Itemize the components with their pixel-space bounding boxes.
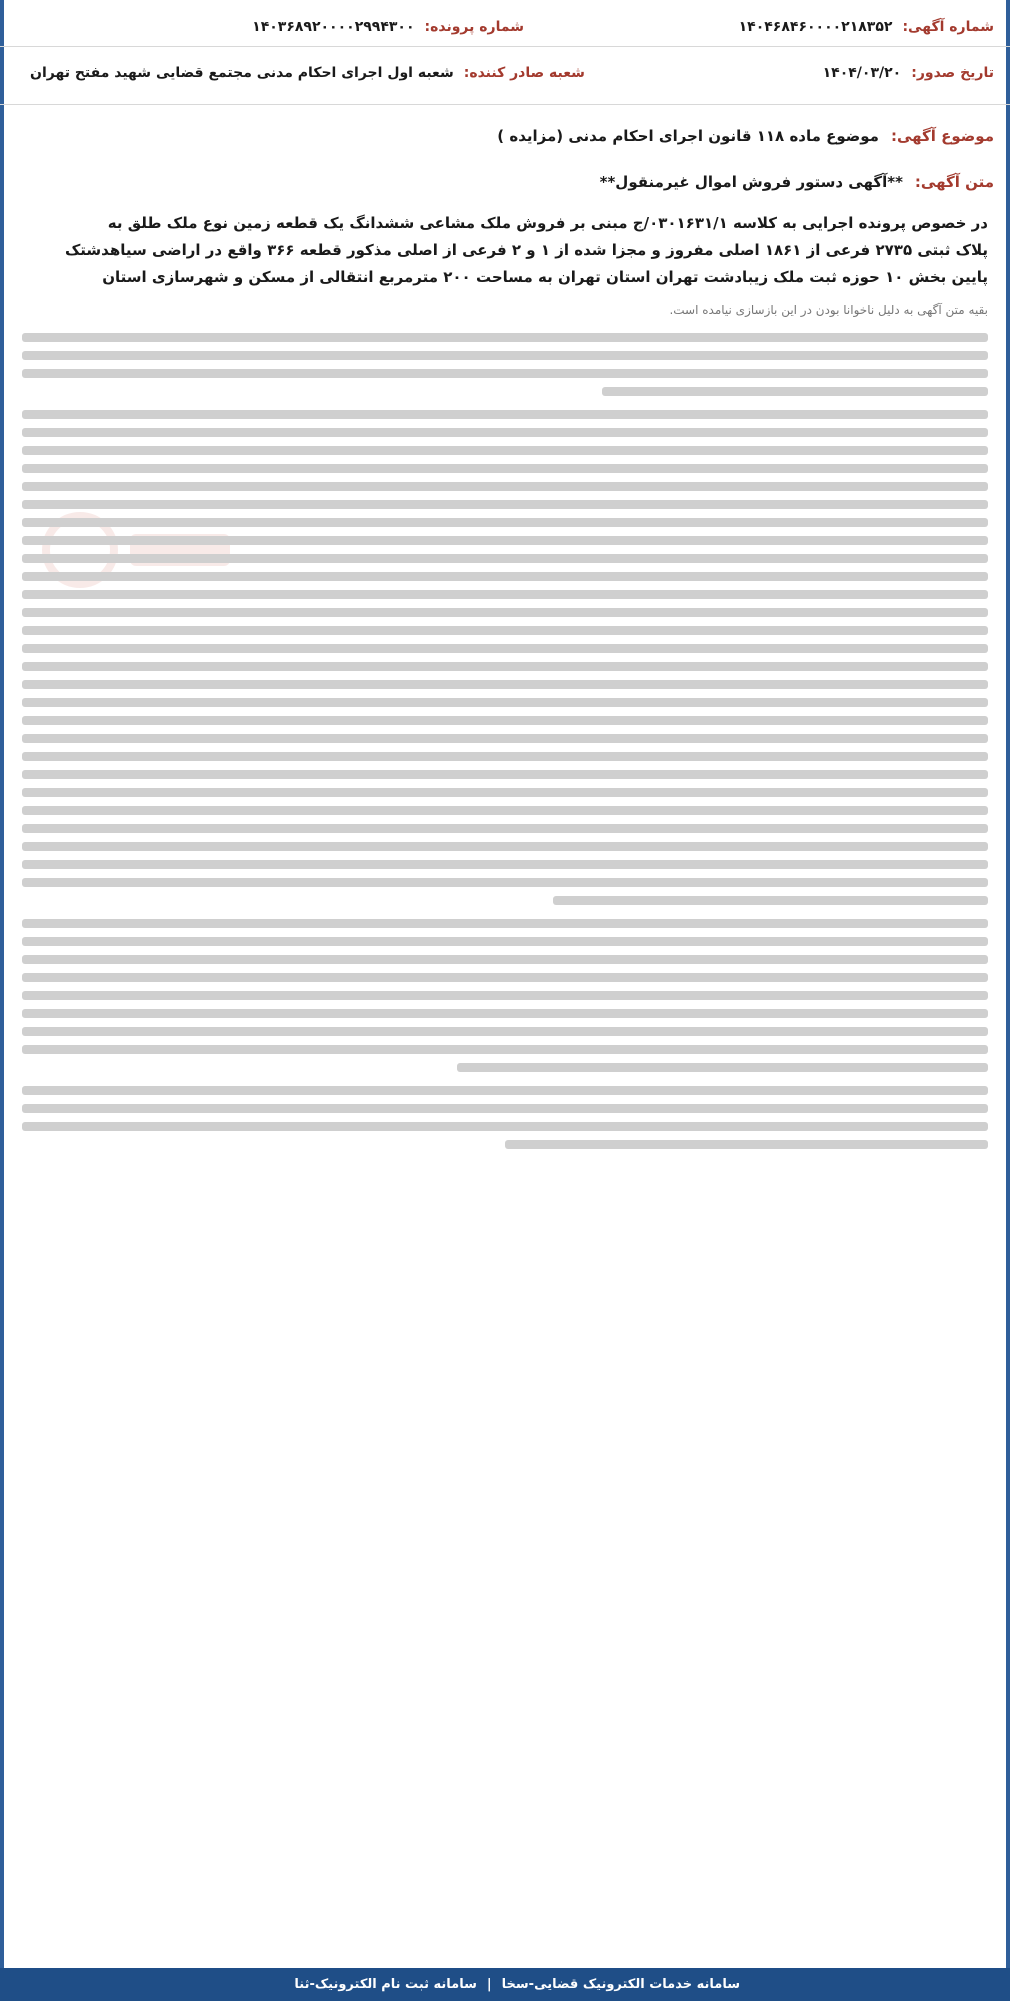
subject-label: موضوع آگهی: — [890, 127, 994, 145]
footer-link-sana[interactable]: سامانه ثبت نام الکترونیک-ثنا — [294, 1977, 477, 1992]
header-row-2 — [30, 58, 994, 88]
omitted-text-note: بقیه متن آگهی به دلیل ناخوانا بودن در این بازسازی نیامده است. — [669, 303, 988, 317]
header-divider-2 — [0, 104, 1010, 105]
issuing-branch-value: شعبه اول اجرای احکام مدنی مجتمع قضایی شهید مفتح تهران — [30, 65, 454, 81]
header-row-1 — [30, 12, 994, 42]
body-line: پایین بخش ۱۰ حوزه ثبت ملک زیبادشت تهران استان تهران به مساحت ۲۰۰ مترمربع انتقالی از مسکن و شهرسازی استان — [102, 268, 988, 286]
issue-date-value: ۱۴۰۴/۰۳/۲۰ — [822, 65, 902, 81]
footer-link-sakha[interactable]: سامانه خدمات الکترونیک قضایی-سخا — [501, 1977, 740, 1992]
case-number-label: شماره پرونده: — [424, 19, 524, 35]
case-number-cell — [30, 19, 524, 35]
placeholder-paragraph-4 — [22, 1086, 988, 1149]
footer-bar — [0, 1968, 1010, 2001]
notice-text-heading: **آگهی دستور فروش اموال غیرمنقول** — [599, 173, 903, 191]
notice-text-label: متن آگهی: — [914, 173, 994, 191]
notice-number-label: شماره آگهی: — [902, 19, 994, 35]
body-line: در خصوص پرونده اجرایی به کلاسه ۰۳۰۱۶۳۱/۱/ج مبنی بر فروش ملک مشاعی ششدانگ یک قطعه زمین نوع ملک طلق به — [107, 214, 988, 232]
issue-date-label: تاریخ صدور: — [911, 65, 994, 81]
placeholder-paragraph-2 — [22, 410, 988, 905]
issuing-branch-label: شعبه صادر کننده: — [463, 65, 585, 81]
notice-body — [22, 210, 988, 1163]
issuing-branch-cell — [30, 65, 585, 81]
issue-date-cell — [585, 65, 994, 81]
subject-value: موضوع ماده ۱۱۸ قانون اجرای احکام مدنی (مزایده ) — [497, 127, 879, 145]
left-frame-border — [0, 0, 4, 1968]
notice-number-value: ۱۴۰۴۶۸۴۶۰۰۰۰۲۱۸۳۵۲ — [738, 19, 893, 35]
header-divider-1 — [0, 46, 1010, 47]
body-line: پلاک ثبتی ۲۷۳۵ فرعی از ۱۸۶۱ اصلی مفروز و مجزا شده از ۱ و ۲ فرعی از اصلی مذکور قطعه ۳۶۶ واقع در اراضی سیاهدشتک — [64, 241, 988, 259]
placeholder-paragraph-3 — [22, 919, 988, 1072]
placeholder-paragraph-1 — [22, 333, 988, 396]
subject-row — [30, 122, 994, 150]
right-frame-border — [1006, 0, 1010, 1968]
notice-number-cell — [524, 19, 994, 35]
case-number-value: ۱۴۰۳۶۸۹۲۰۰۰۰۲۹۹۴۳۰۰ — [252, 19, 415, 35]
notice-text-row — [30, 168, 994, 196]
footer-separator: | — [486, 1977, 492, 1992]
